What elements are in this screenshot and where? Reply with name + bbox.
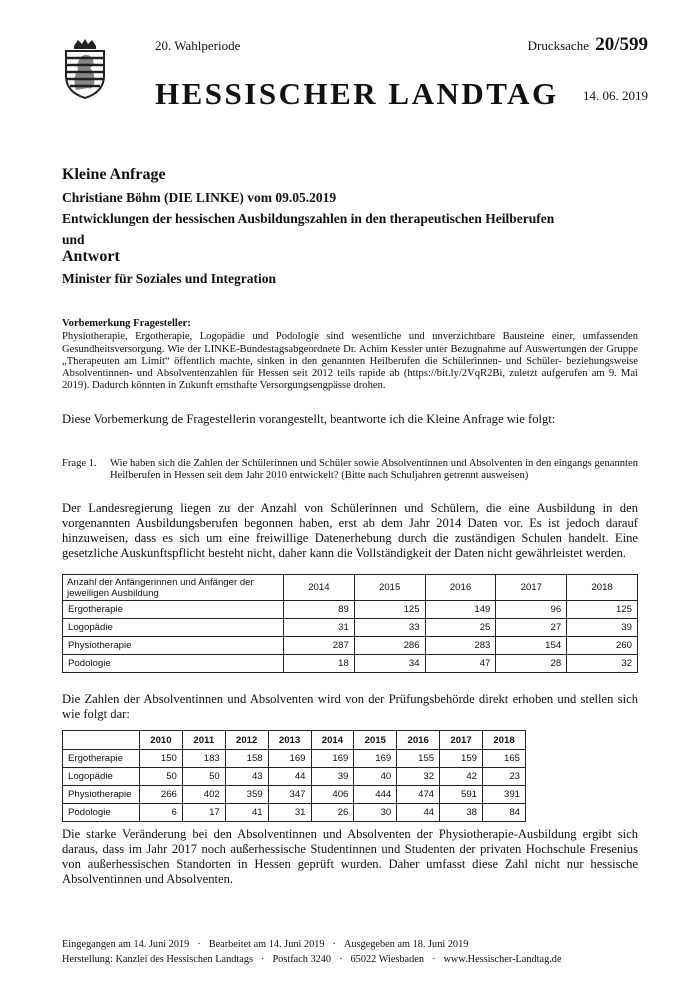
inquiry-subject: Entwicklungen der hessischen Ausbildungszahlen in den therapeutischen Heilberufen — [62, 211, 555, 226]
table-cell: 347 — [268, 786, 311, 804]
row-label: Physiotherapie — [63, 637, 284, 655]
heading-antwort: Antwort — [62, 248, 120, 265]
question-number: Frage 1. — [62, 458, 97, 469]
table-cell: 32 — [397, 768, 440, 786]
drucksache — [528, 34, 648, 56]
table-row — [63, 786, 526, 804]
row-label: Physiotherapie — [63, 786, 140, 804]
table-cell: 41 — [225, 804, 268, 822]
table-row — [63, 804, 526, 822]
footer-bearbeitet: Bearbeitet am 14. Juni 2019 — [208, 939, 325, 950]
table-cell: 159 — [440, 750, 483, 768]
table-cell: 84 — [483, 804, 526, 822]
table-cell: 23 — [483, 768, 526, 786]
year-header: 2016 — [425, 575, 496, 601]
table-cell: 165 — [483, 750, 526, 768]
question-text: Wie haben sich die Zahlen der Schülerinnen und Schüler sowie Absolventinnen und Absolventen in den eingangs genannten Heilberufen in Hessen seit dem Jahr 2010 entwickelt? (Bitte nach Schuljahren getrennt ausweisen) — [110, 458, 638, 482]
table-cell: 125 — [567, 601, 638, 619]
table-cell: 34 — [354, 655, 425, 673]
year-header: 2018 — [567, 575, 638, 601]
year-header: 2018 — [483, 731, 526, 750]
table-cell: 474 — [397, 786, 440, 804]
table-cell: 125 — [354, 601, 425, 619]
table-cell: 25 — [425, 619, 496, 637]
table-cell: 260 — [567, 637, 638, 655]
row-label: Logopädie — [63, 619, 284, 637]
row-label: Podologie — [63, 655, 284, 673]
table-cell: 444 — [354, 786, 397, 804]
year-header: 2015 — [354, 731, 397, 750]
table-cell: 33 — [354, 619, 425, 637]
table-cell: 169 — [311, 750, 354, 768]
footer-herstellung: Herstellung: Kanzlei des Hessischen Landtags — [62, 954, 254, 965]
footer-separator: · — [332, 939, 336, 950]
footer — [62, 937, 652, 967]
footer-separator: · — [197, 939, 201, 950]
preliminary-text: Physiotherapie, Ergotherapie, Logopädie und Podologie sind wesentliche und unverzichtbare Bausteine einer, umfassenden Gesundheitsversorgung. Wie der LINKE-Bundestagsabgeordnete Dr. Achim Kessler unter Bezugnahme auf Auswertungen der Gruppe „Therapeuten am Limit“ öffentlich machte, sinken in den genannten Heilberufen die Schülerinnen- und Schüler- beziehungsweise Absolventinnen- und Absolventenzahlen für Hessen seit 2012 teils rapide ab (https://bit.ly/2VqR2Bi, zuletzt aufgerufen am 9. Mai 2019). Dadurch könnten in Zukunft ernsthafte Versorgungsengpässe drohen. — [62, 331, 638, 392]
table-cell: 169 — [268, 750, 311, 768]
coat-of-arms-logo — [62, 38, 108, 100]
year-header: 2010 — [140, 731, 183, 750]
table-cell: 391 — [483, 786, 526, 804]
table-cell: 40 — [354, 768, 397, 786]
table-cell: 266 — [140, 786, 183, 804]
table-cell: 154 — [496, 637, 567, 655]
row-label: Logopädie — [63, 768, 140, 786]
footer-ort: 65022 Wiesbaden — [350, 954, 424, 965]
table-cell: 283 — [425, 637, 496, 655]
table-cell: 38 — [440, 804, 483, 822]
table-cell: 30 — [354, 804, 397, 822]
table-cell: 359 — [225, 786, 268, 804]
table-cell: 96 — [496, 601, 567, 619]
row-label: Ergotherapie — [63, 750, 140, 768]
heading-minister: Minister für Soziales und Integration — [62, 271, 277, 286]
table-row — [63, 750, 526, 768]
footer-website: www.Hessischer-Landtag.de — [443, 954, 562, 965]
document-date: 14. 06. 2019 — [583, 88, 648, 103]
year-header: 2015 — [354, 575, 425, 601]
drucksache-label: Drucksache — [527, 38, 589, 53]
table-cell: 32 — [567, 655, 638, 673]
table-cell: 31 — [268, 804, 311, 822]
table-cell: 406 — [311, 786, 354, 804]
table-cell: 17 — [182, 804, 225, 822]
table-cell: 50 — [140, 768, 183, 786]
table-row — [63, 619, 638, 637]
table-cell: 43 — [225, 768, 268, 786]
inquiry-kind: Kleine Anfrage — [62, 166, 166, 183]
footer-separator: · — [261, 954, 265, 965]
year-header: 2011 — [182, 731, 225, 750]
footer-line-1 — [62, 937, 652, 952]
election-period: 20. Wahlperiode — [155, 38, 241, 53]
row-label: Podologie — [63, 804, 140, 822]
table-cell: 89 — [284, 601, 355, 619]
year-header: 2016 — [397, 731, 440, 750]
year-header: 2014 — [284, 575, 355, 601]
table-cell: 27 — [496, 619, 567, 637]
table-cell: 150 — [140, 750, 183, 768]
footer-line-2 — [62, 952, 652, 967]
table-row — [63, 655, 638, 673]
table-cell: 47 — [425, 655, 496, 673]
preliminary-remark — [62, 318, 638, 393]
table-row — [63, 637, 638, 655]
heading-und: und — [62, 232, 85, 247]
footer-postfach: Postfach 3240 — [272, 954, 332, 965]
graduates-table — [62, 730, 526, 822]
beginners-table — [62, 574, 638, 673]
table-row — [63, 768, 526, 786]
table-cell: 28 — [496, 655, 567, 673]
table-cell: 26 — [311, 804, 354, 822]
table-cell: 50 — [182, 768, 225, 786]
table-cell: 18 — [284, 655, 355, 673]
table-cell: 6 — [140, 804, 183, 822]
table-cell: 39 — [311, 768, 354, 786]
year-header: 2014 — [311, 731, 354, 750]
table-cell: 286 — [354, 637, 425, 655]
table-cell: 31 — [284, 619, 355, 637]
intro-paragraph: Diese Vorbemerkung de Fragestellerin vorangestellt, beantworte ich die Kleine Anfrage wie folgt: — [62, 412, 556, 426]
footer-eingegangen: Eingegangen am 14. Juni 2019 — [62, 939, 190, 950]
table-cell: 158 — [225, 750, 268, 768]
closing-paragraph: Die starke Veränderung bei den Absolventinnen und Absolventen der Physiotherapie-Ausbildung ergibt sich daraus, dass im Jahr 2017 noch außerhessische Studentinnen und Studenten der privaten Hochschule Fresenius von außerhessischen Standorten in Hessen geprüft wurden. Daher umfasst diese Zahl nicht nur hessische Absolventinnen und Absolventen. — [62, 827, 638, 886]
table-corner — [63, 731, 140, 750]
footer-ausgegeben: Ausgegeben am 18. Juni 2019 — [343, 939, 469, 950]
table-cell: 42 — [440, 768, 483, 786]
year-header: 2013 — [268, 731, 311, 750]
table-header-row — [63, 575, 638, 601]
year-header: 2017 — [440, 731, 483, 750]
graduates-intro: Die Zahlen der Absolventinnen und Absolventen wird von der Prüfungsbehörde direkt erhoben und stellen sich wie folgt dar: — [62, 692, 638, 721]
row-label: Ergotherapie — [63, 601, 284, 619]
table-row — [63, 601, 638, 619]
table-cell: 44 — [268, 768, 311, 786]
table-cell: 149 — [425, 601, 496, 619]
document-heading — [62, 166, 652, 292]
table-cell: 169 — [354, 750, 397, 768]
table-header-row — [63, 731, 526, 750]
drucksache-number: 20/599 — [595, 34, 648, 55]
table-row-header: Anzahl der Anfängerinnen und Anfänger der jeweiligen Ausbildung — [63, 575, 284, 601]
table-cell: 39 — [567, 619, 638, 637]
year-header: 2017 — [496, 575, 567, 601]
table-cell: 402 — [182, 786, 225, 804]
footer-separator: · — [432, 954, 436, 965]
preliminary-title: Vorbemerkung Fragesteller: — [62, 318, 191, 329]
answer-paragraph: Der Landesregierung liegen zu der Anzahl von Schülerinnen und Schülern, die eine Ausbildung in den vorgenannten Ausbildungsberufen begonnen haben, erst ab dem Jahr 2014 Daten vor. Es ist jedoch darauf hinzuweisen, dass es sich um eine freiwillige Datenerhebung durch die zuständigen Schulen handelt. Eine gesetzliche Auskunftspflicht besteht nicht, daher kann die Vollständigkeit der Daten nicht gewährleistet werden. — [62, 501, 638, 560]
table-cell: 591 — [440, 786, 483, 804]
year-header: 2012 — [225, 731, 268, 750]
footer-separator: · — [339, 954, 343, 965]
table-cell: 44 — [397, 804, 440, 822]
parliament-title: HESSISCHER LANDTAG — [155, 76, 559, 111]
table-cell: 155 — [397, 750, 440, 768]
question-1 — [62, 458, 638, 483]
table-cell: 183 — [182, 750, 225, 768]
table-cell: 287 — [284, 637, 355, 655]
inquiry-author: Christiane Böhm (DIE LINKE) vom 09.05.2019 — [62, 190, 337, 205]
